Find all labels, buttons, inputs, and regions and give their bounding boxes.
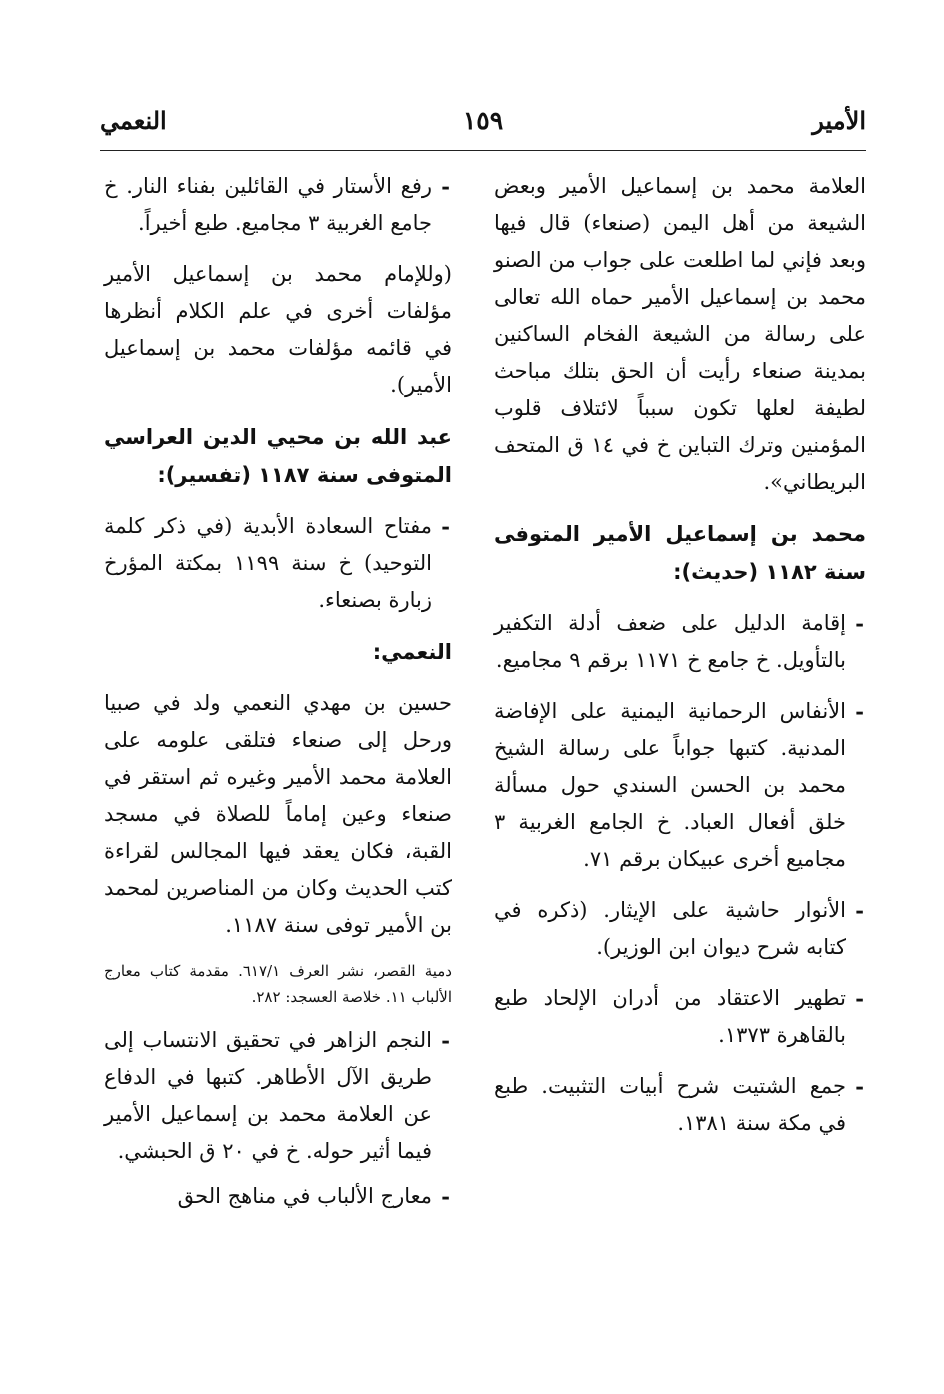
list-item: - النجم الزاهر في تحقيق الانتساب إلى طريق الآل الأطاهر. كتبها في الدفاع عن العلامة محمد بن إسماعيل الأمير فيما أثير حوله. خ في ٢٠ ق الحبشي. <box>104 1022 452 1170</box>
list-item: - الأنفاس الرحمانية اليمنية على الإفاضة المدنية. كتبها جواباً على رسالة الشيخ محمد بن الحسن السندي حول مسألة خلق أفعال العباد. خ الجامع الغربية ٣ مجاميع أخرى عبيكان برقم ٧١. <box>494 693 866 878</box>
header-rule <box>100 150 866 151</box>
sources-note: دمية القصر، نشر العرف ٦١٧/١. مقدمة كتاب معارج الألباب ١١. خلاصة العسجد: ٢٨٢. <box>104 962 452 1006</box>
list-item: - معارج الألباب في مناهج الحق <box>104 1178 452 1215</box>
list-item: - مفتاح السعادة الأبدية (في ذكر كلمة التوحيد) خ سنة ١١٩٩ بمكتة المؤرخ زبارة بصنعاء. <box>104 508 452 619</box>
list-item: - إقامة الدليل على ضعف أدلة التكفير بالتأويل. خ جامع خ ١١٧١ برقم ٩ مجاميع. <box>494 605 866 679</box>
works-list-arasi <box>104 508 452 619</box>
running-header <box>100 100 866 148</box>
section-heading-amir: محمد بن إسماعيل الأمير المتوفى سنة ١١٨٢ (حديث): <box>494 522 866 584</box>
list-item: - تطهير الاعتقاد من أدران الإلحاد طبع بالقاهرة ١٣٧٣. <box>494 980 866 1054</box>
works-list-top <box>104 168 452 242</box>
parenthetical-note: (وللإمام محمد بن إسماعيل الأمير مؤلفات أخرى في علم الكلام أنظرها في قائمه مؤلفات محمد بن إسماعيل الأمير). <box>104 262 452 397</box>
list-item: - الأنوار حاشية على الإيثار. (ذكره في كتابه شرح ديوان ابن الوزير). <box>494 892 866 966</box>
header-right-title: الأمير <box>812 106 866 135</box>
section-heading-arasi: عبد الله بن محيي الدين العراسي المتوفى سنة ١١٨٧ (تفسير): <box>104 425 452 487</box>
biography-paragraph: حسين بن مهدي النعمي ولد في صبيا ورحل إلى صنعاء فتلقى علومه على العلامة محمد الأمير وغيره ثم استقر في صنعاء وعين إماماً للصلاة في مسجد القبة، فكان يعقد فيها المجالس لقراءة كتب الحديث وكان من المناصرين لمحمد بن الأمير توفى سنة ١١٨٧. <box>104 691 452 937</box>
list-item: - جمع الشتيت شرح أبيات التثبيت. طبع في مكة سنة ١٣٨١. <box>494 1068 866 1142</box>
section-heading-nuami: النعمي: <box>372 640 452 664</box>
right-column <box>494 168 866 1156</box>
works-list-nuami <box>104 1022 452 1215</box>
left-column <box>104 168 452 1229</box>
page-number: ١٥٩ <box>462 106 504 135</box>
works-list-amir <box>494 605 866 1142</box>
header-left-title: النعمي <box>100 106 167 135</box>
list-item: - رفع الأستار في القائلين بفناء النار. خ جامع الغربية ٣ مجاميع. طبع أخيراً. <box>104 168 452 242</box>
intro-paragraph: العلامة محمد بن إسماعيل الأمير وبعض الشيعة من أهل اليمن (صنعاء) قال فيها وبعد فإني لما اطلعت على جواب من الصنو محمد بن إسماعيل الأمير حماه الله تعالى على رسالة من الشيعة الفخام الساكنين بمدينة صنعاء رأيت أن الحق بتلك مباحث لطيفة لعلها تكون سبباً لائتلاف قلوب المؤمنين وترك التباين خ في ١٤ ق المتحف البريطاني». <box>494 174 867 494</box>
